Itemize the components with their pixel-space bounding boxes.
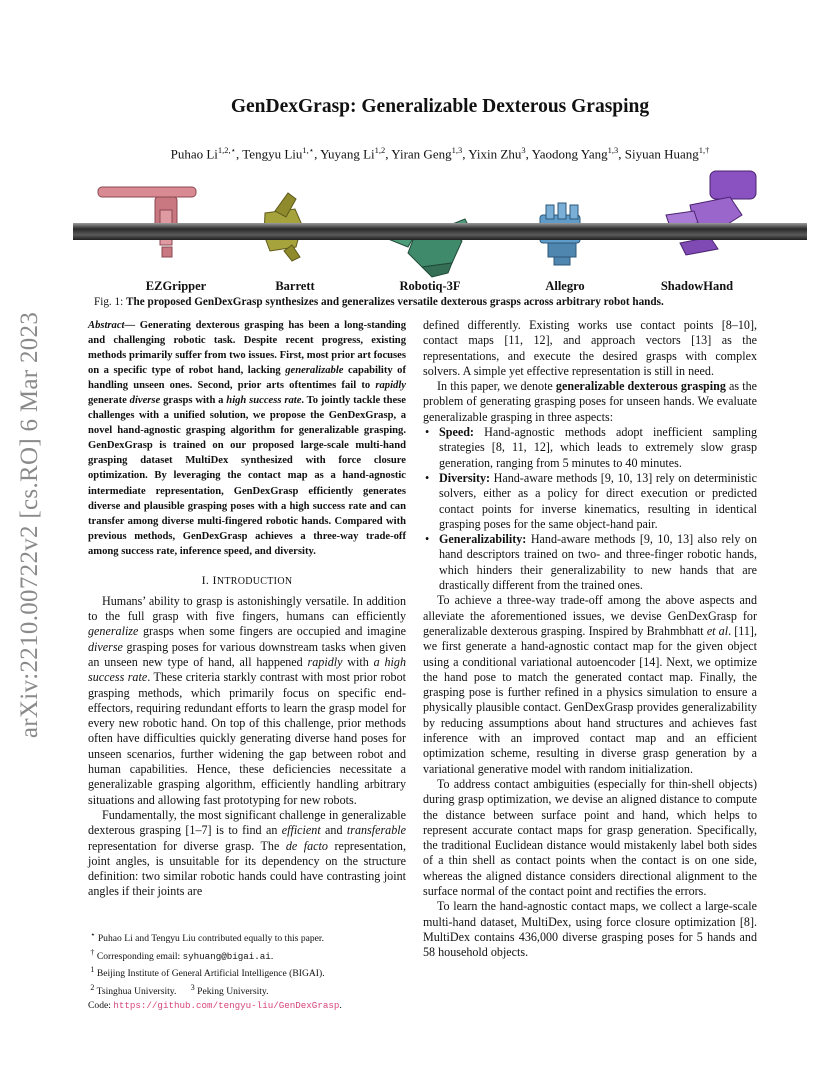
emphasis-text: high success rate: [226, 395, 302, 407]
introduction-left-text: [88, 594, 406, 900]
author-affiliation-mark: 1,†: [698, 145, 710, 155]
hand-label-shadowhand: ShadowHand: [660, 279, 734, 293]
emphasis-text: efficient: [281, 823, 321, 838]
section-heading-introduction: I. INTRODUCTION: [201, 572, 293, 587]
grasped-rod: [73, 223, 807, 240]
hand-label-ezgripper: EZGripper: [145, 279, 207, 293]
figure-1: [70, 165, 810, 295]
author-affiliation-mark: 1,⋆: [302, 145, 315, 155]
code-link[interactable]: https://github.com/tengyu-liu/GenDexGrasp: [113, 999, 340, 1011]
body-text: . [11], we first generate a hand-agnostic contact map for the given object using a conditional variational autoencoder [14]. Next, we optimize the hand pose to match the generated contact map. Finally, the grasping pose is further refined in a physics simulation to ensure a physically plausible contact. GenDexGrasp provides generalizability by reducing assumptions about hand structures and achieves fast inference with an improved contact map and an efficient optimization scheme, resulting in diverse grasp generation by a variational generative model with random initialization.: [423, 623, 757, 776]
footnote-code: Code: https://github.com/tengyu-liu/GenDexGrasp.: [88, 999, 342, 1011]
author-name: Siyuan Huang: [624, 146, 699, 162]
body-text: grasping poses for various downstream tasks when given an unseen new type of hand, all happened: [88, 639, 406, 669]
footnote-affiliation-1: $^1$ Beijing Institute of General Artificial Intelligence (BIGAI).: [90, 965, 325, 980]
intro-continuation: defined differently. Existing works use contact points [8–10], contact maps [11, 12], and approach vectors [13] as the representations, and execute the desired grasps with complex solvers. A simple yet effective representation is still in need.: [423, 318, 757, 378]
emphasis-text: et al: [706, 623, 729, 638]
author-name: Yiran Geng: [391, 146, 452, 162]
footnote-affiliations-2-3: $^2$ Tsinghua University. $^3$ Peking University.: [90, 983, 269, 998]
hands-illustration: [70, 165, 810, 295]
hand-label-barrett: Barrett: [275, 279, 315, 293]
aspect-diversity: • Diversity: Hand-aware methods [9, 10, 13] rely on deterministic solvers, either as a policy for direct execution or predicted contact points for inverse kinematics, resulting in identical grasping poses for the same object-hand pair.: [425, 470, 757, 531]
author-list: Puhao $Li^{1,2,⋆}$, Tengyu Liu$^{1,⋆}$, Yuyang Li$^{1,2}$, Yiran Geng$^{1,3}$, Yixin Zhu$^3$, Yaodong Yang$^{1,3}$, Siyuan Huang$^{1,\dagger}$: [170, 145, 710, 162]
aspect-generalizability: • Generalizability: Hand-aware methods [9, 10, 13] also rely on hand descriptors trained on two- and three-finger robotic hands, which hinders their generalizability to new hands that are drastically different from the trained ones.: [425, 532, 757, 593]
intro-paragraph: [423, 593, 757, 777]
arxiv-identifier: arXiv:2210.00722v2 [cs.RO] 6 Mar 2023: [16, 311, 43, 739]
intro-paragraph: [423, 777, 757, 899]
author-name: Yixin Zhu: [468, 146, 522, 162]
figure-caption: Fig. 1: The proposed GenDexGrasp synthesizes and generalizes versatile dexterous grasps across arbitrary robot hands.: [94, 296, 664, 308]
body-text: Humans’ ability to grasp is astonishingly versatile. In addition to the full grasp with five fingers, humans can efficiently: [88, 593, 406, 624]
body-text: capability of handling unseen ones. Second, prior arts oftentimes fail to: [88, 365, 407, 392]
author-affiliation-mark: 1,3: [451, 145, 463, 155]
author-name: Tengyu Liu: [242, 146, 303, 162]
problem-definition-paragraph: In this paper, we denote generalizable dexterous grasping as the problem of generating grasping poses for unseen hands. We evaluate generalizable grasping in three aspects:: [423, 379, 757, 424]
hand-label-robotiq-3f: Robotiq-3F: [399, 279, 461, 293]
author-name: Yuyang Li: [320, 146, 375, 162]
body-text: . These criteria starkly contrast with most prior robot grasping methods, which primarily focus on specific end-effectors, requiring redundant efforts to learn the grasp model for every new robotic hand. On top of this challenge, prior methods often have difficulties quickly generating diverse hand poses for unseen scenarios, further widening the gap between robot and human capabilities. Hence, these deficiencies necessitate a generalizable grasping algorithm, efficiently handling arbitrary situations and allowing fast prototyping for new robots.: [88, 670, 406, 807]
body-text: To achieve a three-way trade-off among the above aspects and alleviate the aforementioned issues, we devise GenDexGrasp for generalizable dexterous grasping. Inspired by Brahmbhatt: [423, 593, 757, 638]
emphasis-text: rapidly: [307, 654, 343, 669]
emphasis-text: rapidly: [375, 380, 406, 392]
body-text: To learn the hand-agnostic contact maps, we collect a large-scale multi-hand dataset, MultiDex, using force closure optimization [8]. MultiDex contains 436,000 diverse grasping poses for 5 hands and 58 household objects.: [423, 899, 757, 960]
emphasis-text: generalizable: [285, 365, 344, 377]
ezgripper-hand: [98, 187, 196, 257]
abstract: Abstract— Generating dexterous grasping has been a long-standing and challenging robotic task. Despite recent progress, existing methods primarily suffer from two issues. First, most prior art focuses on a specific type of robot hand, lacking generalizable capability of handling unseen ones. Second, prior arts oftentimes fail to rapidly generate diverse grasps with a high success rate. To jointly tackle these challenges with a unified solution, we propose the GenDexGrasp, a novel hand-agnostic grasping algorithm for generalizable grasping. GenDexGrasp is trained on our proposed large-scale multi-hand grasping dataset MultiDex synthesized with force closure optimization. By leveraging the contact map as a hand-agnostic intermediate representation, GenDexGrasp efficiently generates diverse and plausible grasping poses with a high success rate and can transfer among diverse multi-fingered robotic hands. Compared with previous methods, GenDexGrasp achieves a three-way trade-off among success rate, inference speed, and diversity.: [88, 320, 407, 557]
body-text: grasps with a: [160, 395, 227, 407]
author-name: Yaodong Yang: [531, 146, 608, 162]
author-name: Puhao Li: [170, 146, 218, 162]
body-text: Generating dexterous grasping has been a long-standing and challenging robotic task. Despite recent progress, existing methods primarily suffer from two issues. First, most prior art focuses on a specific type of robot hand, lacking: [88, 320, 406, 377]
body-text: generate: [88, 395, 130, 407]
author-affiliation-mark: 1,3: [607, 145, 619, 155]
author-affiliation-mark: 1,2,⋆: [217, 145, 236, 155]
hand-label-allegro: Allegro: [545, 279, 585, 293]
body-text: with: [342, 654, 374, 669]
author-affiliation-mark: 3: [521, 145, 526, 155]
footnote-corresponding: † Corresponding email: syhuang@bigai.ai.: [90, 947, 274, 962]
body-text: representation for diverse grasp. The: [88, 838, 286, 853]
intro-paragraph: [88, 808, 406, 900]
aspect-speed: • Speed: Hand-agnostic methods adopt inefficient sampling strategies [8, 11, 12], which leads to extremely slow grasp generation, ranging from 5 minutes to 40 minutes.: [425, 425, 757, 470]
body-text: Fundamentally, the most significant challenge in generalizable dexterous grasping [1–7] is to find an: [88, 807, 406, 838]
emphasis-text: de facto: [285, 838, 328, 853]
corresponding-email[interactable]: syhuang@bigai.ai: [182, 950, 271, 962]
body-text: To address contact ambiguities (especially for thin-shell objects) during grasp optimization, we devise an aligned distance to compute the distance between surface point and hand, which helps to represent accurate contact maps for grasp generation. Specifically, the traditional Euclidean distance would mistakenly label both sides of a thin shell as contact points when the contact is on one side, whereas the aligned distance considers directional alignment to the surface normal of the contact point and rectifies the errors.: [423, 776, 757, 898]
body-text: grasps when some fingers are occupied and imagine: [138, 624, 406, 639]
footnote-equal-contribution: ⋆ Puhao Li and Tengyu Liu contributed equally to this paper.: [90, 930, 324, 945]
paper-title: GenDexGrasp: Generalizable Dexterous Grasping: [230, 96, 650, 117]
shadowhand-hand: [666, 171, 756, 255]
emphasis-text: transferable: [346, 823, 406, 838]
left-column: [88, 318, 406, 900]
right-column: [423, 318, 757, 960]
author-affiliation-mark: 1,2: [374, 145, 386, 155]
emphasis-text: diverse: [88, 639, 123, 654]
intro-paragraph: [88, 594, 406, 808]
emphasis-text: diverse: [129, 395, 161, 407]
body-text: . To jointly tackle these challenges with a unified solution, we propose the GenDexGrasp, a novel hand-agnostic grasping algorithm for generalizable grasping. GenDexGrasp is trained on our proposed large-scale multi-hand grasping dataset MultiDex synthesized with force closure optimization. By leveraging the contact map as a hand-agnostic intermediate representation, GenDexGrasp efficiently generates diverse and plausible grasping poses with a high success rate and can transfer among diverse multi-fingered robotic hands. Compared with previous methods, GenDexGrasp achieves a three-way trade-off among success rate, inference speed, and diversity.: [88, 395, 406, 557]
emphasis-text: generalize: [88, 624, 139, 639]
introduction-right-text: [423, 593, 757, 960]
intro-paragraph: [423, 899, 757, 960]
body-text: representation, joint angles, is unsuitable for its dependency on the structure definition: two similar robotic hands could have contrasting joint angles if their joints are: [88, 838, 406, 899]
aspects-list: [423, 425, 757, 593]
emphasis-text: a high success rate: [88, 654, 406, 685]
footnotes: [88, 928, 406, 1012]
body-text: and: [320, 823, 347, 838]
